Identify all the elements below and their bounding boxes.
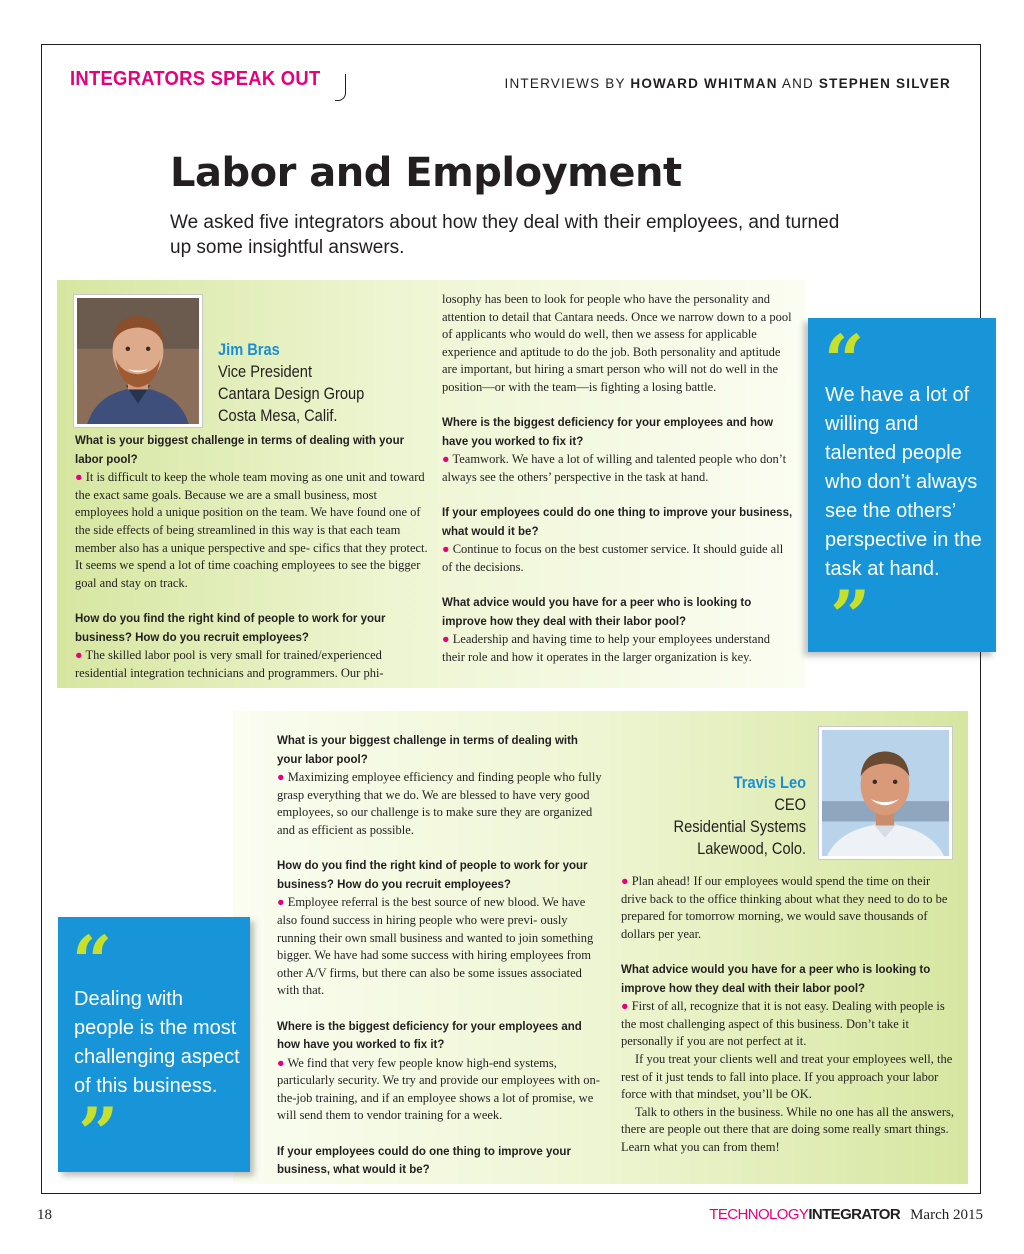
bullet-icon: ● <box>442 632 450 647</box>
answer: It is difficult to keep the whole team moving as one unit and toward the exact same goals. Because we are a small business, most employees hold a unique position on the team. We have found one of the side effects of being streamlined in this way is that each team member also has a unique perspective and spe- cifics that they protect. It seems we spend a lot of time coaching employees to see the bigger goal and stay on track. <box>75 470 428 590</box>
pullquote-text: Dealing with people is the most challenging aspect of this business. <box>74 988 240 1097</box>
open-quote-icon: “ <box>72 920 113 1003</box>
bullet-icon: ● <box>442 452 450 467</box>
article-subtitle: We asked five integrators about how they deal with their employees, and turned up some insightful answers. <box>170 212 840 258</box>
brand-logo <box>709 1206 900 1223</box>
answer: Continue to focus on the best customer service. It should guide all of the decisions. <box>442 542 784 574</box>
answer: Maximizing employee efficiency and finding people who fully grasp everything that we do. We are blessed to have very good employees, so our challenge is to make sure they are organized and as efficient as possible. <box>277 770 602 837</box>
footer <box>709 1206 983 1224</box>
byline-and: AND <box>777 76 819 91</box>
name-travis: Travis Leo <box>733 773 806 792</box>
bullet-icon: ● <box>75 648 83 663</box>
answer: We find that very few people know high-end systems, particularly security. We try and provide our employees with on-the-job training, and if an employee shows a lot of promise, we will send them to vendor training for a week. <box>277 1055 600 1123</box>
headshot-travis-leo <box>818 726 953 860</box>
question: What is your biggest challenge in terms of dealing with your labor pool? <box>75 435 405 466</box>
author-2: STEPHEN SILVER <box>818 76 951 91</box>
bullet-icon: ● <box>621 999 629 1014</box>
question: What advice would you have for a peer who is looking to improve how they deal with their labor pool? <box>621 963 931 995</box>
answer-paragraph: If you treat your clients well and treat your employees well, the rest of it just tends to fall into place. If you approach your labor force with that mindset, you’ll be OK. <box>621 1051 953 1102</box>
question: How do you find the right kind of people to work for your business? How do you recruit employees? <box>75 612 386 644</box>
question: If your employees could do one thing to improve your business, what would it be? <box>442 507 793 538</box>
bio-travis <box>674 772 806 860</box>
answer: Employee referral is the best source of new blood. We have also found success in hiring people who were previ- ously running their own small business and wanted to join something bigger. We have had some success with hiring employees from other A/V firms, but there can also be some issues associated with that. <box>277 895 594 998</box>
company-jim: Cantara Design Group <box>218 384 365 403</box>
article-title: Labor and Employment <box>170 150 682 196</box>
bullet-icon: ● <box>75 470 83 485</box>
brand-part-1: TECHNOLOGY <box>709 1206 809 1223</box>
question: What is your biggest challenge in terms of dealing with your labor pool? <box>277 735 578 766</box>
answer: Leadership and having time to help your employees understand their role and how it operates in the larger organization is key. <box>442 632 770 664</box>
location-travis: Lakewood, Colo. <box>697 839 806 858</box>
answer: First of all, recognize that it is not easy. Dealing with people is the most challenging aspect of this business. Don’t take it personally if you are not perfect at it. <box>621 999 945 1049</box>
author-1: HOWARD WHITMAN <box>630 76 778 91</box>
pullquote-travis <box>58 917 250 1175</box>
question: Where is the biggest deficiency for your employees and how have you worked to fix it? <box>277 1020 582 1052</box>
close-quote-icon: ” <box>830 575 871 658</box>
byline <box>505 76 951 91</box>
headshot-travis-icon <box>822 730 949 856</box>
question: How do you find the right kind of people to work for your business? How do you recruit employees? <box>277 860 588 891</box>
company-travis: Residential Systems <box>673 817 806 836</box>
name-jim: Jim Bras <box>218 340 280 359</box>
bullet-icon: ● <box>277 895 285 910</box>
answer: The skilled labor pool is very small for trained/experienced residential integration technicians and programmers. Our phi- <box>75 648 384 680</box>
answer: Plan ahead! If our employees would spend the time on their drive back to the office thinking about what they need to do to be prepared for tomorrow morning, we would save thousands of dollars per year. <box>621 874 948 941</box>
bullet-icon: ● <box>277 770 285 785</box>
byline-prefix: INTERVIEWS BY <box>504 76 631 91</box>
bullet-icon: ● <box>277 1055 285 1070</box>
answer: Teamwork. We have a lot of willing and talented people who don’t always see the others’ perspective in the task at hand. <box>442 452 787 484</box>
role-jim: Vice President <box>218 362 313 381</box>
bullet-icon: ● <box>621 874 629 888</box>
close-quote-icon: ” <box>78 1092 119 1175</box>
answer-continued: losophy has been to look for people who have the personality and attention to detail that Cantara needs. Once we narrow down to a pool of applicants who would do well, then we assess for applicable experience and aptitude to do the job. Both personality and aptitude are important, but hiring a smart person who will not do well in the position—or with the team—is fighting a losing battle. <box>442 292 792 394</box>
bullet-icon: ● <box>442 542 450 557</box>
jim-column-2 <box>442 291 794 684</box>
travis-column-1 <box>277 732 605 1197</box>
answer-paragraph: Talk to others in the business. While no one has all the answers, there are people out there that are doing some really smart things. Learn what you can from them! <box>621 1104 954 1154</box>
headshot-jim-icon <box>77 298 199 424</box>
jim-column-1 <box>75 432 431 700</box>
travis-column-2 <box>621 873 957 1157</box>
issue-date: March 2015 <box>910 1207 983 1223</box>
location-jim: Costa Mesa, Calif. <box>218 406 338 425</box>
open-quote-icon: “ <box>824 319 865 402</box>
question: If your employees could do one thing to improve your business, what would it be? <box>277 1145 571 1177</box>
headshot-jim-bras <box>73 294 203 428</box>
question: What advice would you have for a peer who is looking to improve how they deal with their labor pool? <box>442 597 752 628</box>
question: Where is the biggest deficiency for your employees and how have you worked to fix it? <box>442 417 774 448</box>
brand-part-2: INTEGRATOR <box>808 1206 901 1223</box>
role-travis: CEO <box>774 795 806 814</box>
bio-jim <box>218 339 364 427</box>
section-tag: INTEGRATORS SPEAK OUT <box>70 68 321 90</box>
page-number: 18 <box>37 1207 52 1223</box>
pullquote-jim <box>808 318 996 658</box>
section-tag-hook <box>335 74 346 101</box>
pullquote-text: We have a lot of willing and talented people who don’t always see the others’ perspective in the task at hand. <box>825 384 982 580</box>
